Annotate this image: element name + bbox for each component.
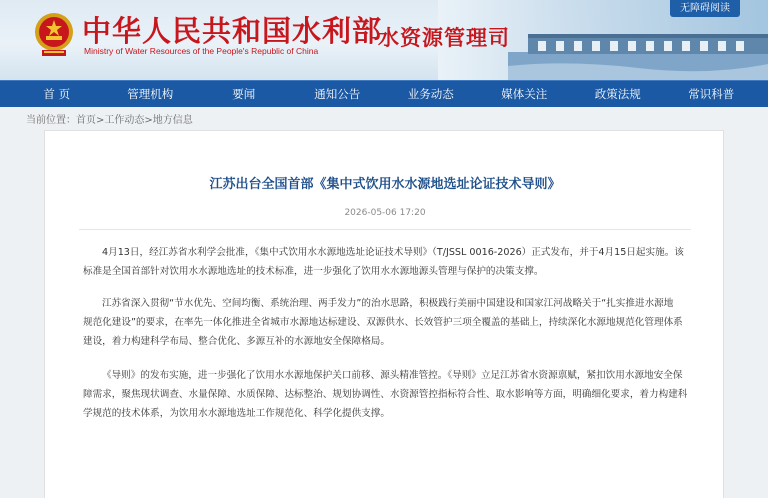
nav-item-policy[interactable]: 政策法规 [594, 87, 641, 101]
breadcrumb-home[interactable]: 首页 [76, 115, 96, 126]
nav-item-notices[interactable]: 通知公告 [314, 87, 361, 101]
site-title: 中华人民共和国水利部 [82, 14, 383, 48]
article-paragraph [83, 243, 687, 281]
breadcrumb-work-news[interactable]: 工作动态 [104, 115, 145, 126]
paragraph-line: 建设，着力构建科学布局、整合优化、多源互补的水源地安全保障格局。 [83, 336, 390, 347]
article-title: 江苏出台全国首部《集中式饮用水水源地选址论证技术导则》 [209, 177, 561, 192]
paragraph-line: 江苏省深入贯彻“节水优先、空间均衡、系统治理、两手发力”的治水思路，积极践行美丽中国建设和国家江河战略关于“扎实推进水源地 [102, 298, 674, 309]
nav-item-news[interactable]: 要闻 [232, 87, 256, 101]
national-emblem-icon [32, 10, 76, 58]
breadcrumb-prefix: 当前位置： [26, 115, 76, 126]
main-nav [0, 80, 768, 107]
paragraph-line: 标准是全国首部针对饮用水水源地选址的技术标准，进一步强化了饮用水水源地源头管理与保护的决策支撑。 [83, 266, 544, 277]
article-paragraph [83, 294, 687, 351]
site-header [0, 0, 768, 80]
paragraph-line: 规范化建设”的要求，在率先一体化推进全省城市水源地达标建设、双源供水、长效管护三项全覆盖的基础上，持续深化水源地规范化管理体系 [83, 317, 683, 328]
paragraph-line: 障需求，聚焦现状调查、水量保障、水质保障、达标整治、规划协调性、水资源管控指标符合性、取水影响等方面，明确细化要求，着力构建科 [83, 389, 687, 400]
nav-item-science[interactable]: 常识科普 [688, 87, 735, 101]
department-title: 水资源管理司 [378, 25, 510, 50]
nav-item-business[interactable]: 业务动态 [407, 87, 454, 101]
article-date: 2026-05-06 17:20 [344, 208, 426, 218]
dam-illustration [508, 14, 768, 80]
nav-item-organization[interactable]: 管理机构 [127, 87, 174, 101]
breadcrumb [26, 111, 193, 126]
accessibility-button[interactable]: 无障碍阅读 [670, 0, 740, 17]
paragraph-line: 学规范的技术体系，为饮用水水源地选址工作规范化、科学化提供支撑。 [83, 408, 390, 419]
title-divider [79, 229, 691, 230]
site-subtitle: Ministry of Water Resources of the People's Republic of China [84, 46, 319, 56]
paragraph-line: 4月13日，经江苏省水利学会批准，《集中式饮用水水源地选址论证技术导则》（T/JSSL 0016-2026）正式发布，并于4月15日起实施。该 [102, 247, 684, 258]
nav-item-media[interactable]: 媒体关注 [501, 87, 548, 101]
breadcrumb-local-info[interactable]: 地方信息 [152, 115, 193, 126]
paragraph-line: 《导则》的发布实施，进一步强化了饮用水水源地保护关口前移、源头精准管控。《导则》立足江苏省水资源禀赋，紧扣饮用水源地安全保 [102, 370, 683, 381]
nav-item-home[interactable]: 首 页 [43, 87, 71, 101]
breadcrumb-separator: > [144, 115, 153, 126]
article-card [44, 130, 724, 498]
article-paragraph [83, 366, 687, 423]
breadcrumb-separator: > [96, 115, 105, 126]
